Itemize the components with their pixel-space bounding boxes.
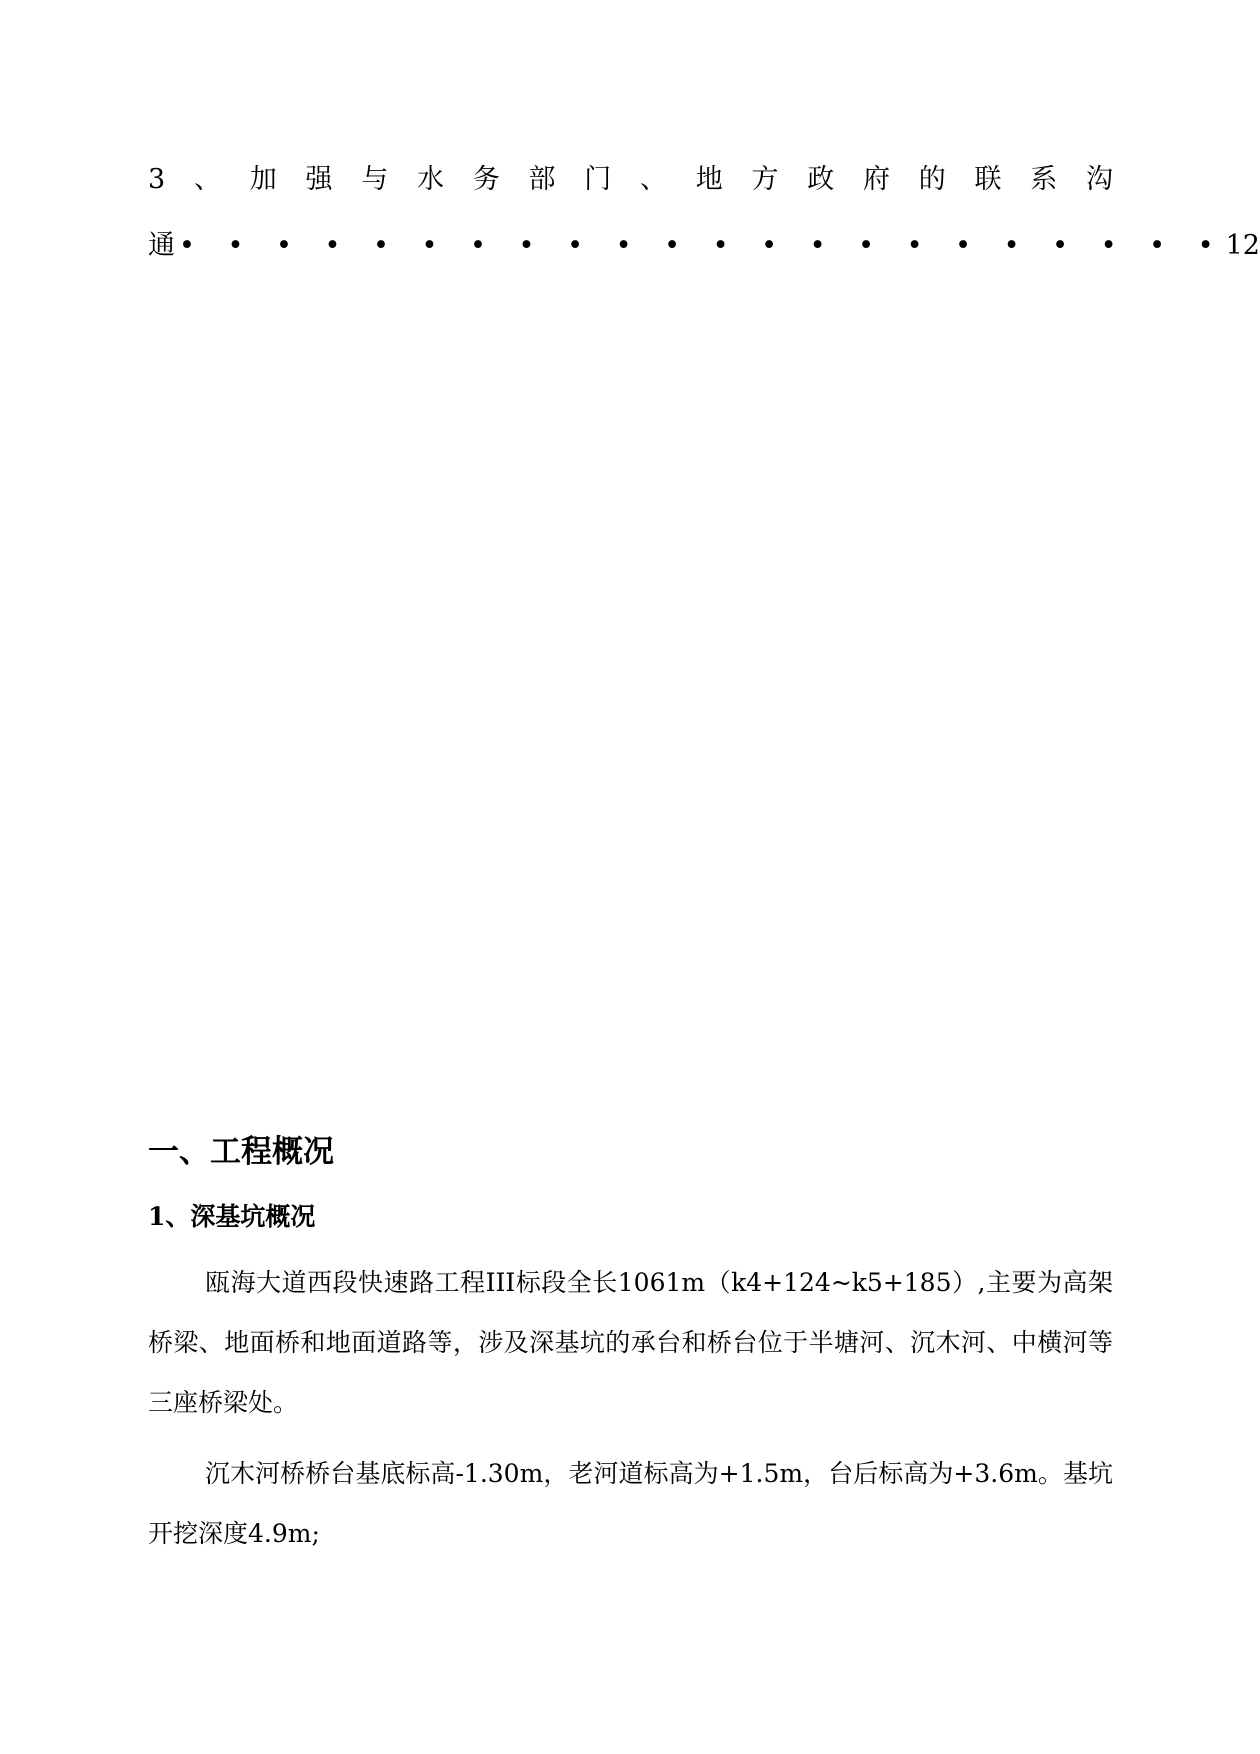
toc-entry-char: 政: [807, 164, 835, 195]
toc-entry-char: 务: [472, 164, 500, 195]
toc-entry-char: 沟: [1085, 164, 1113, 195]
toc-entry-char: 的: [918, 164, 946, 195]
toc-entry-char: 、: [639, 164, 667, 195]
toc-entry-char: 府: [862, 164, 890, 195]
toc-entry-char: 系: [1030, 164, 1058, 195]
toc-entry-char: 加: [249, 164, 277, 195]
toc-entry-char: 与: [361, 164, 389, 195]
toc-entry-char: 方: [751, 164, 779, 195]
toc-entry-char: 、: [193, 164, 221, 195]
toc-leader-dots: • • • • • • • • • • • • • • • • • • • • • •: [179, 230, 1226, 261]
toc-entry-char: 水: [416, 164, 444, 195]
toc-entry-3-line2: [148, 226, 1260, 266]
toc-entry-3-line1: [148, 160, 1113, 200]
toc-entry-char: 部: [528, 164, 556, 195]
section-heading: 一、工程概况: [148, 1134, 334, 1170]
toc-entry-text: 通: [148, 230, 175, 261]
toc-page-number: 12: [1225, 230, 1260, 261]
toc-entry-char: 联: [974, 164, 1002, 195]
section-subheading: 1、深基坑概况: [148, 1202, 316, 1231]
body-paragraph: 沉木河桥桥台基底标高-1.30m，老河道标高为+1.5m，台后标高为+3.6m。基坑开挖深度4.9m;: [148, 1459, 1113, 1548]
toc-entry-char: 地: [695, 164, 723, 195]
toc-entry-char: 强: [305, 164, 333, 195]
toc-entry-char: 3: [148, 164, 166, 195]
body-paragraph: 瓯海大道西段快速路工程III标段全长1061m（k4+124~k5+185）,主要为高架桥梁、地面桥和地面道路等，涉及深基坑的承台和桥台位于半塘河、沉木河、中横河等三座桥梁处。: [148, 1268, 1113, 1417]
toc-entry-char: 门: [584, 164, 612, 195]
